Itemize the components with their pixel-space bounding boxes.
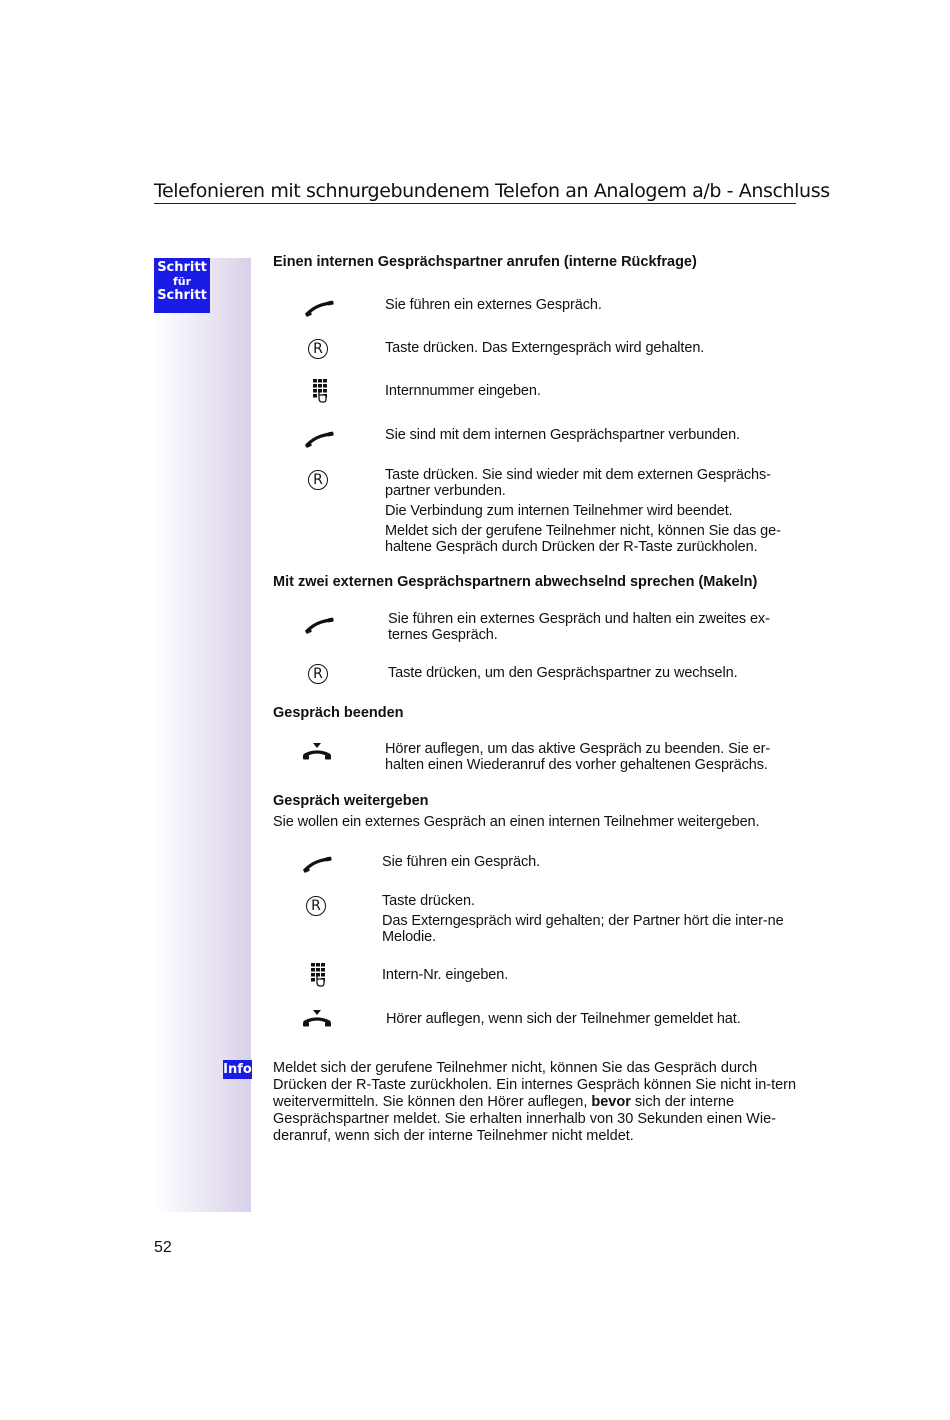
hang-up-icon [302,740,332,766]
badge-line-1: Schritt [157,260,207,275]
keypad-icon [302,962,332,988]
info-text-part: sich der interne Gesprächspartner meldet. Sie erhalten innerhalb von 30 Sekunden einen Wie-deranruf, wenn sich der interne Teilnehmer nicht meldet. [273,1094,776,1144]
section-heading-internal-call: Einen internen Gesprächspartner anrufen (interne Rückfrage) [273,254,697,270]
info-text-part: Meldet sich der gerufene Teilnehmer nicht, können Sie das Gespräch durch Drücken der R-Taste zurückholen. Ein internes Gespräch können Sie nicht in-tern weitervermitteln. Sie können den Hörer auflegen, [273,1060,797,1110]
step-text: Sie sind mit dem internen Gesprächspartner verbunden. [385,427,740,443]
section-intro: Sie wollen ein externes Gespräch an einen internen Teilnehmer weitergeben. [273,814,760,830]
info-text [273,1060,797,1145]
handset-icon [304,612,334,638]
section-heading-transfer: Gespräch weitergeben [273,793,429,809]
step-by-step-badge [154,258,210,313]
step-text: Meldet sich der gerufene Teilnehmer nicht, können Sie das ge-haltene Gespräch durch Drücken der R-Taste zurückholen. [385,523,781,555]
section-heading-end-call: Gespräch beenden [273,705,404,721]
hang-up-icon [302,1007,332,1033]
step-text: Das Externgespräch wird gehalten; der Partner hört die inter-ne Melodie. [382,913,784,945]
badge-line-3: Schritt [157,288,207,303]
step-text: Intern-Nr. eingeben. [382,967,509,983]
step-text: Taste drücken. [382,893,475,909]
step-text: Sie führen ein Gespräch. [382,854,540,870]
step-text: Internnummer eingeben. [385,383,541,399]
info-badge: Info [223,1062,252,1077]
keypad-icon [304,378,334,404]
page-title: Telefonieren mit schnurgebundenem Telefon an Analogem a/b - Anschluss [154,180,830,202]
step-text: Hörer auflegen, wenn sich der Teilnehmer gemeldet hat. [386,1011,741,1027]
handset-icon [302,851,332,877]
step-text: Hörer auflegen, um das aktive Gespräch zu beenden. Sie er-halten einen Wiederanruf des vorher gehaltenen Gesprächs. [385,741,771,773]
step-text: Taste drücken. Das Externgespräch wird gehalten. [385,340,705,356]
page-number: 52 [154,1239,172,1256]
info-text-emphasis: bevor [591,1094,631,1110]
step-text: Taste drücken, um den Gesprächspartner zu wechseln. [388,665,738,681]
step-text-block [382,893,797,945]
handset-icon [304,426,334,452]
step-text: Die Verbindung zum internen Teilnehmer wird beendet. [385,503,733,519]
r-key-icon: R [308,664,328,684]
r-key-icon: R [308,339,328,359]
badge-line-2: für [172,275,192,288]
r-key-icon: R [306,896,326,916]
step-text: Sie führen ein externes Gespräch und halten ein zweites ex-ternes Gespräch. [388,611,770,643]
step-text-block [385,467,797,555]
step-text: Sie führen ein externes Gespräch. [385,297,602,313]
r-key-icon: R [308,470,328,490]
step-text: Taste drücken. Sie sind wieder mit dem externen Gesprächs-partner verbunden. [385,467,771,499]
header-rule [154,203,796,204]
handset-icon [304,295,334,321]
section-heading-makeln: Mit zwei externen Gesprächspartnern abwechselnd sprechen (Makeln) [273,574,758,590]
